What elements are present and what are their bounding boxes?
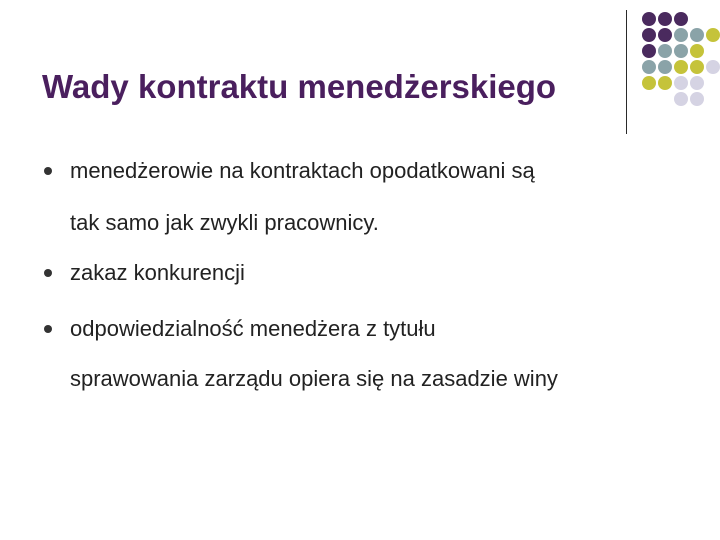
bullet-text-line: menedżerowie na kontraktach opodatkowani są: [70, 158, 535, 183]
bullet-icon: [44, 325, 52, 333]
decorative-dot: [690, 92, 704, 106]
decorative-dot: [674, 92, 688, 106]
bullet-text-line: tak samo jak zwykli pracownicy.: [70, 210, 379, 235]
decorative-dot: [658, 44, 672, 58]
decorative-dot: [674, 28, 688, 42]
decorative-dot: [690, 76, 704, 90]
decorative-dot: [690, 60, 704, 74]
decorative-dot: [642, 12, 656, 26]
decorative-dot: [658, 12, 672, 26]
decorative-dot: [690, 44, 704, 58]
bullet-text-line: zakaz konkurencji: [70, 260, 245, 285]
bullet-icon: [44, 167, 52, 175]
bullet-icon: [44, 269, 52, 277]
decorative-dot: [642, 76, 656, 90]
decorative-dot: [658, 28, 672, 42]
bullet-text-line: odpowiedzialność menedżera z tytułu: [70, 316, 436, 341]
decorative-dot: [642, 60, 656, 74]
slide-title: Wady kontraktu menedżerskiego: [42, 68, 557, 105]
decorative-dot: [674, 60, 688, 74]
decorative-dot: [674, 76, 688, 90]
decorative-dot: [658, 76, 672, 90]
decorative-dot-grid: [640, 10, 720, 120]
decorative-dot: [642, 28, 656, 42]
vertical-divider: [626, 10, 627, 134]
decorative-dot: [674, 12, 688, 26]
decorative-dot: [658, 60, 672, 74]
decorative-dot: [690, 28, 704, 42]
bullet-text-line: sprawowania zarządu opiera się na zasadzie winy: [70, 366, 558, 391]
decorative-dot: [674, 44, 688, 58]
decorative-dot: [706, 60, 720, 74]
decorative-dot: [642, 44, 656, 58]
decorative-dot: [706, 28, 720, 42]
